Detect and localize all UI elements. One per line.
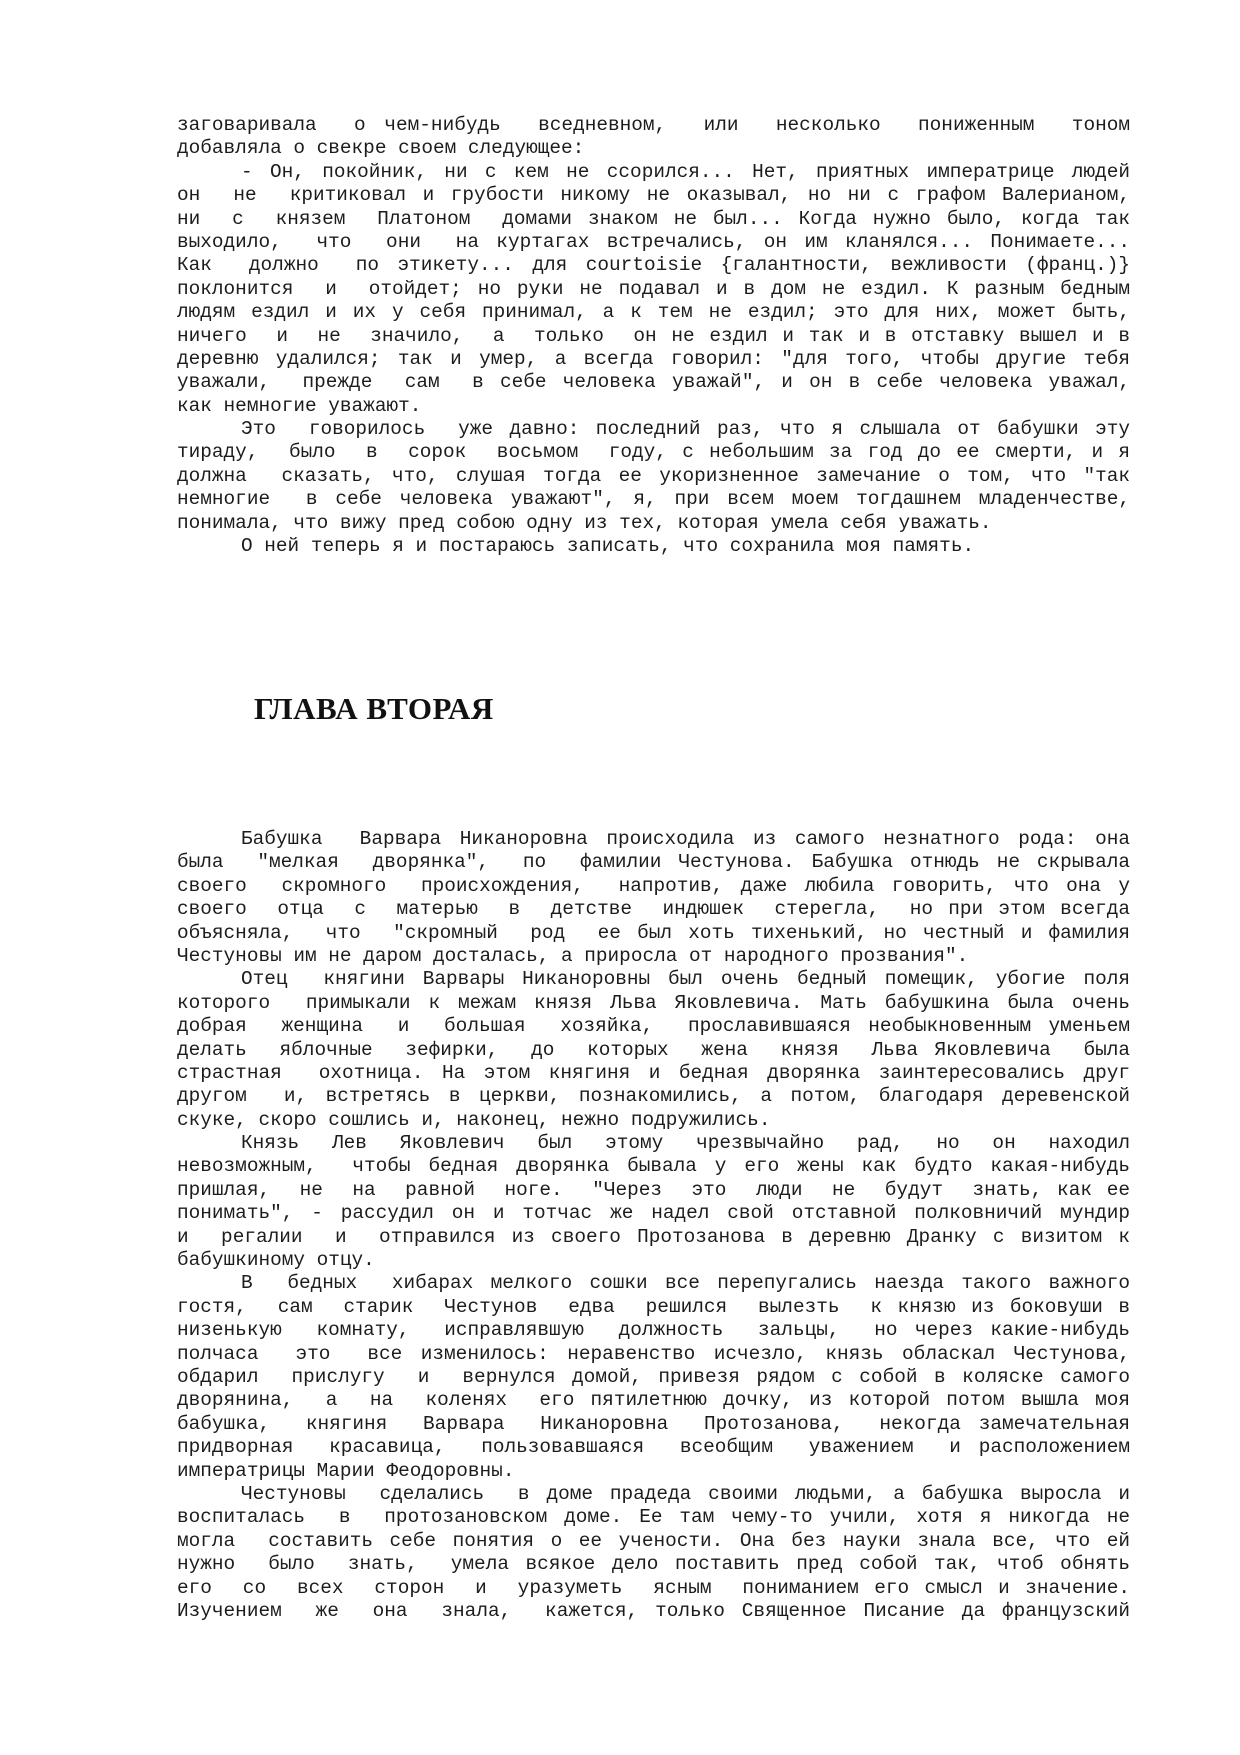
text-line: Отец княгини Варвары Никаноровны был очень бедный помещик, убогие поля	[241, 968, 1130, 991]
text-line: Честуновы им не даром досталась, а приросла от народного прозвания".	[177, 944, 969, 967]
text-line: должна сказать, что, слушая тогда ее укоризненное замечание о том, что "так	[177, 464, 1130, 487]
text-line: другом и, встретясь в церкви, познакомились, а потом, благодаря деревенской	[177, 1085, 1130, 1108]
text-line: невозможным, чтобы бедная дворянка бывала у его жены как будто какая-нибудь	[177, 1155, 1130, 1178]
text-line: он не критиковал и грубости никому не оказывал, но ни с графом Валерианом,	[177, 184, 1130, 207]
text-line: заговаривала о чем-нибудь вседневном, или несколько пониженным тоном	[177, 114, 1130, 136]
text-line: Это говорилось уже давно: последний раз, что я слышала от бабушки эту	[241, 418, 1130, 441]
text-block-1	[177, 114, 1130, 558]
text-line: придворная красавица, пользовавшаяся всеобщим уважением и расположением	[177, 1436, 1130, 1459]
text-line: полчаса это все изменилось: неравенство исчезло, князь обласкал Честунова,	[177, 1342, 1130, 1365]
chapter-heading: ГЛАВА ВТОРАЯ	[254, 691, 494, 726]
text-line: объясняла, что "скромный род ее был хоть тихенький, но честный и фамилия	[177, 921, 1130, 944]
text-line: О ней теперь я и постараюсь записать, что сохранила моя память.	[241, 535, 975, 558]
text-line: императрицы Марии Феодоровны.	[177, 1459, 515, 1482]
text-line: воспиталась в протозановском доме. Ее там чему-то учили, хотя я никогда не	[177, 1506, 1130, 1529]
text-line: В бедных хибарах мелкого сошки все перепугались наезда такого важного	[241, 1272, 1130, 1295]
text-line: Как должно по этикету... для courtoisie {галантности, вежливости (франц.)}	[177, 254, 1130, 277]
text-line: пришлая, не на равной ноге. "Через это люди не будут знать, как ее	[177, 1178, 1130, 1201]
text-line: ничего и не значило, а только он не ездил и так и в отставку вышел и в	[177, 324, 1130, 347]
text-line: ни с князем Платоном домами знаком не был... Когда нужно было, когда так	[177, 207, 1130, 230]
text-line: скуке, скоро сошлись и, наконец, нежно подружились.	[177, 1108, 771, 1131]
text-line: его со всех сторон и уразуметь ясным пониманием его смысл и значение.	[177, 1576, 1130, 1599]
text-line: бабушкиному отцу.	[177, 1249, 375, 1272]
text-line: нужно было знать, умела всякое дело поставить пред собой так, чтоб обнять	[177, 1553, 1130, 1576]
text-line: обдарил прислугу и вернулся домой, привезя рядом с собой в коляске самого	[177, 1365, 1130, 1388]
text-line: и регалии и отправился из своего Протозанова в деревню Дранку с визитом к	[177, 1225, 1130, 1248]
text-line: своего отца с матерью в детстве индюшек стерегла, но при этом всегда	[177, 898, 1130, 921]
text-line: понимала, что вижу пред собою одну из тех, которая умела себя уважать.	[177, 511, 992, 534]
text-line: своего скромного происхождения, напротив, даже любила говорить, что она у	[177, 874, 1130, 897]
text-line: дворянина, а на коленях его пятилетнюю дочку, из которой потом вышла моя	[177, 1389, 1130, 1412]
text-line: добрая женщина и большая хозяйка, прославившаяся необыкновенным уменьем	[177, 1015, 1130, 1038]
text-line: Изучением же она знала, кажется, только Священное Писание да французский	[177, 1599, 1130, 1622]
text-line: тираду, было в сорок восьмом году, с небольшим за год до ее смерти, и я	[177, 441, 1130, 464]
text-line: деревню удалился; так и умер, а всегда говорил: "для того, чтобы другие тебя	[177, 347, 1130, 370]
text-line: как немногие уважают.	[177, 394, 422, 417]
text-line: страстная охотница. На этом княгиня и бедная дворянка заинтересовались друг	[177, 1061, 1130, 1084]
text-line: бабушка, княгиня Варвара Никаноровна Протозанова, некогда замечательная	[177, 1412, 1130, 1435]
text-line: - Он, покойник, ни с кем не ссорился... Нет, приятных императрице людей	[241, 160, 1130, 183]
text-line: немногие в себе человека уважают", я, при всем моем тогдашнем младенчестве,	[177, 488, 1130, 511]
text-line: низенькую комнату, исправлявшую должность зальцы, но через какие-нибудь	[177, 1319, 1130, 1342]
text-line: Бабушка Варвара Никаноровна происходила из самого незнатного рода: она	[241, 828, 1130, 850]
text-line: людям ездил и их у себя принимал, а к тем не ездил; это для них, может быть,	[177, 301, 1130, 324]
text-line: делать яблочные зефирки, до которых жена князя Льва Яковлевича была	[177, 1038, 1130, 1061]
text-line: гостя, сам старик Честунов едва решился вылезть к князю из боковуши в	[177, 1295, 1130, 1318]
text-line: которого примыкали к межам князя Льва Яковлевича. Мать бабушкина была очень	[177, 991, 1130, 1014]
text-line: поклонится и отойдет; но руки не подавал и в дом не ездил. К разным бедным	[177, 277, 1130, 300]
text-line: понимать", - рассудил он и тотчас же надел свой отставной полковничий мундир	[177, 1202, 1130, 1225]
text-line: могла составить себе понятия о ее учености. Она без науки знала все, что ей	[177, 1529, 1130, 1552]
text-line: Честуновы сделались в доме прадеда своими людьми, а бабушка выросла и	[241, 1482, 1130, 1505]
text-line: добавляла о свекре своем следующее:	[177, 137, 585, 160]
text-line: выходило, что они на куртагах встречались, он им кланялся... Понимаете...	[177, 230, 1130, 253]
text-block-2	[177, 828, 1130, 1623]
text-line: уважали, прежде сам в себе человека уважай", и он в себе человека уважал,	[177, 371, 1130, 394]
text-line: Князь Лев Яковлевич был этому чрезвычайно рад, но он находил	[241, 1132, 1130, 1155]
text-line: была "мелкая дворянка", по фамилии Честунова. Бабушка отнюдь не скрывала	[177, 851, 1130, 874]
